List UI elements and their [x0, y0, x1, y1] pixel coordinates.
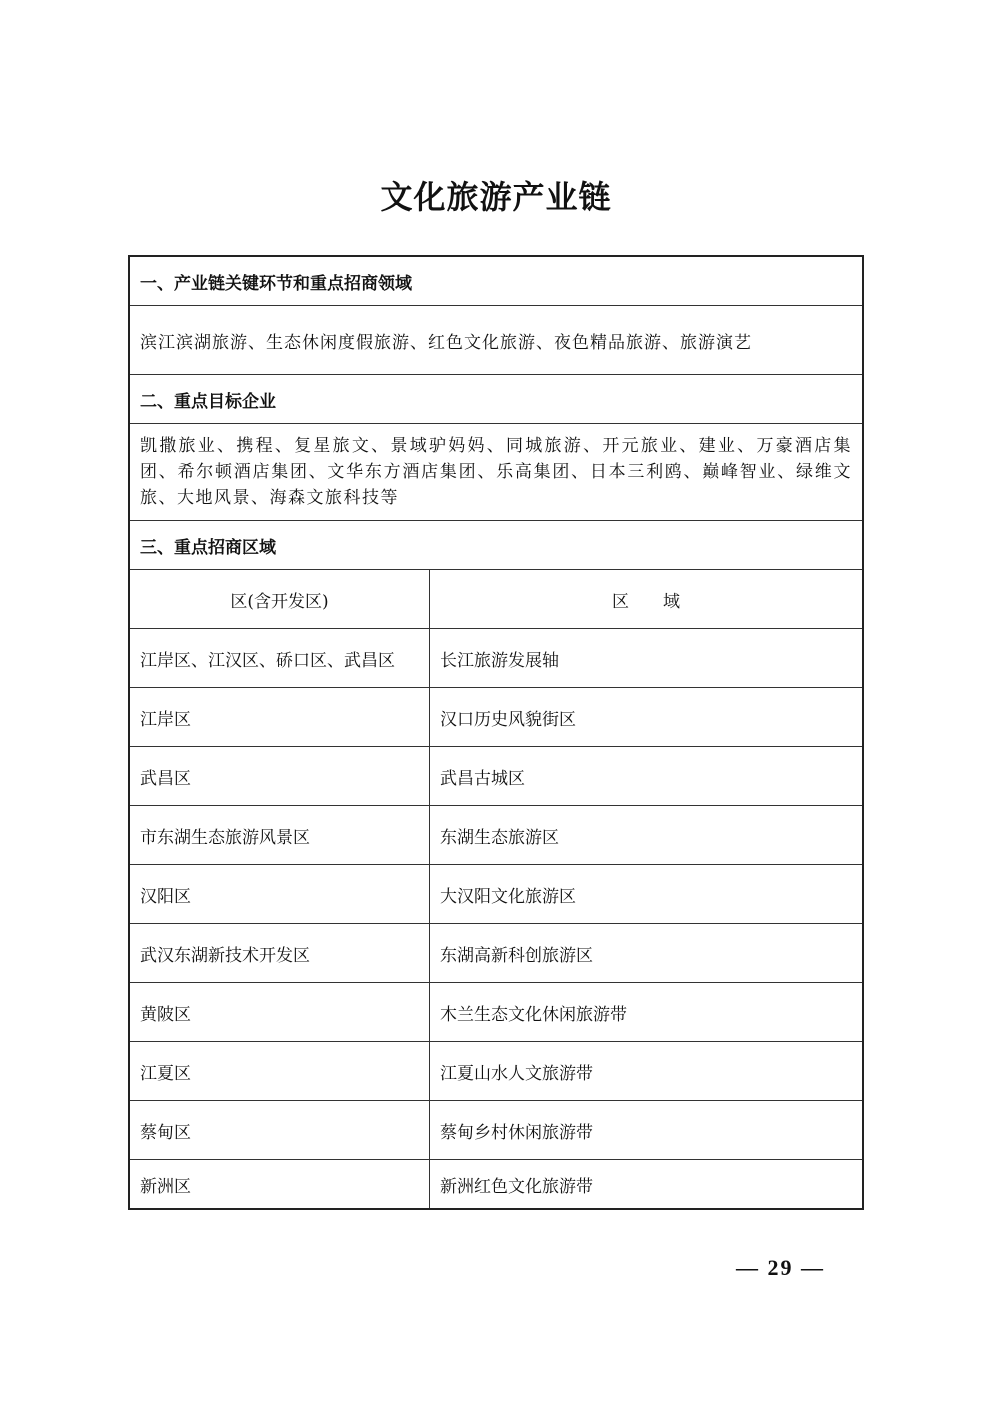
industry-chain-table — [128, 255, 864, 1210]
table-row — [129, 747, 863, 806]
table-header-row — [129, 570, 863, 629]
table-row — [129, 806, 863, 865]
table-row — [129, 1042, 863, 1101]
table-row — [129, 1160, 863, 1210]
table-row — [129, 983, 863, 1042]
area-cell: 武昌古城区 — [430, 747, 864, 806]
area-cell: 东湖高新科创旅游区 — [430, 924, 864, 983]
area-cell: 东湖生态旅游区 — [430, 806, 864, 865]
area-cell: 蔡甸乡村休闲旅游带 — [430, 1101, 864, 1160]
district-cell: 江岸区、江汉区、硚口区、武昌区 — [129, 629, 430, 688]
table-row — [129, 1101, 863, 1160]
section-heading-investment-areas: 三、重点招商区域 — [129, 521, 863, 570]
district-cell: 蔡甸区 — [129, 1101, 430, 1160]
column-header-area: 区 域 — [430, 570, 864, 629]
section-content-target-enterprises: 凯撒旅业、携程、复星旅文、景域驴妈妈、同城旅游、开元旅业、建业、万豪酒店集团、希尔顿酒店集团、文华东方酒店集团、乐高集团、日本三利鸥、巅峰智业、绿维文旅、大地风景、海森文旅科技等 — [129, 424, 863, 521]
page-number: — 29 — — [736, 1255, 825, 1280]
district-cell: 武汉东湖新技术开发区 — [129, 924, 430, 983]
area-cell: 新洲红色文化旅游带 — [430, 1160, 864, 1210]
table-row — [129, 629, 863, 688]
table-row — [129, 924, 863, 983]
district-cell: 武昌区 — [129, 747, 430, 806]
area-cell: 木兰生态文化休闲旅游带 — [430, 983, 864, 1042]
table-row — [129, 865, 863, 924]
area-cell: 汉口历史风貌街区 — [430, 688, 864, 747]
area-cell: 长江旅游发展轴 — [430, 629, 864, 688]
section-heading-target-enterprises: 二、重点目标企业 — [129, 375, 863, 424]
district-cell: 江夏区 — [129, 1042, 430, 1101]
district-cell: 市东湖生态旅游风景区 — [129, 806, 430, 865]
table-row — [129, 688, 863, 747]
area-cell: 江夏山水人文旅游带 — [430, 1042, 864, 1101]
page-title: 文化旅游产业链 — [380, 178, 612, 216]
district-cell: 新洲区 — [129, 1160, 430, 1210]
section-heading-key-links: 一、产业链关键环节和重点招商领域 — [129, 256, 863, 306]
column-header-district: 区(含开发区) — [129, 570, 430, 629]
district-cell: 江岸区 — [129, 688, 430, 747]
district-cell: 汉阳区 — [129, 865, 430, 924]
area-cell: 大汉阳文化旅游区 — [430, 865, 864, 924]
district-cell: 黄陂区 — [129, 983, 430, 1042]
section-content-key-links: 滨江滨湖旅游、生态休闲度假旅游、红色文化旅游、夜色精品旅游、旅游演艺 — [129, 306, 863, 375]
